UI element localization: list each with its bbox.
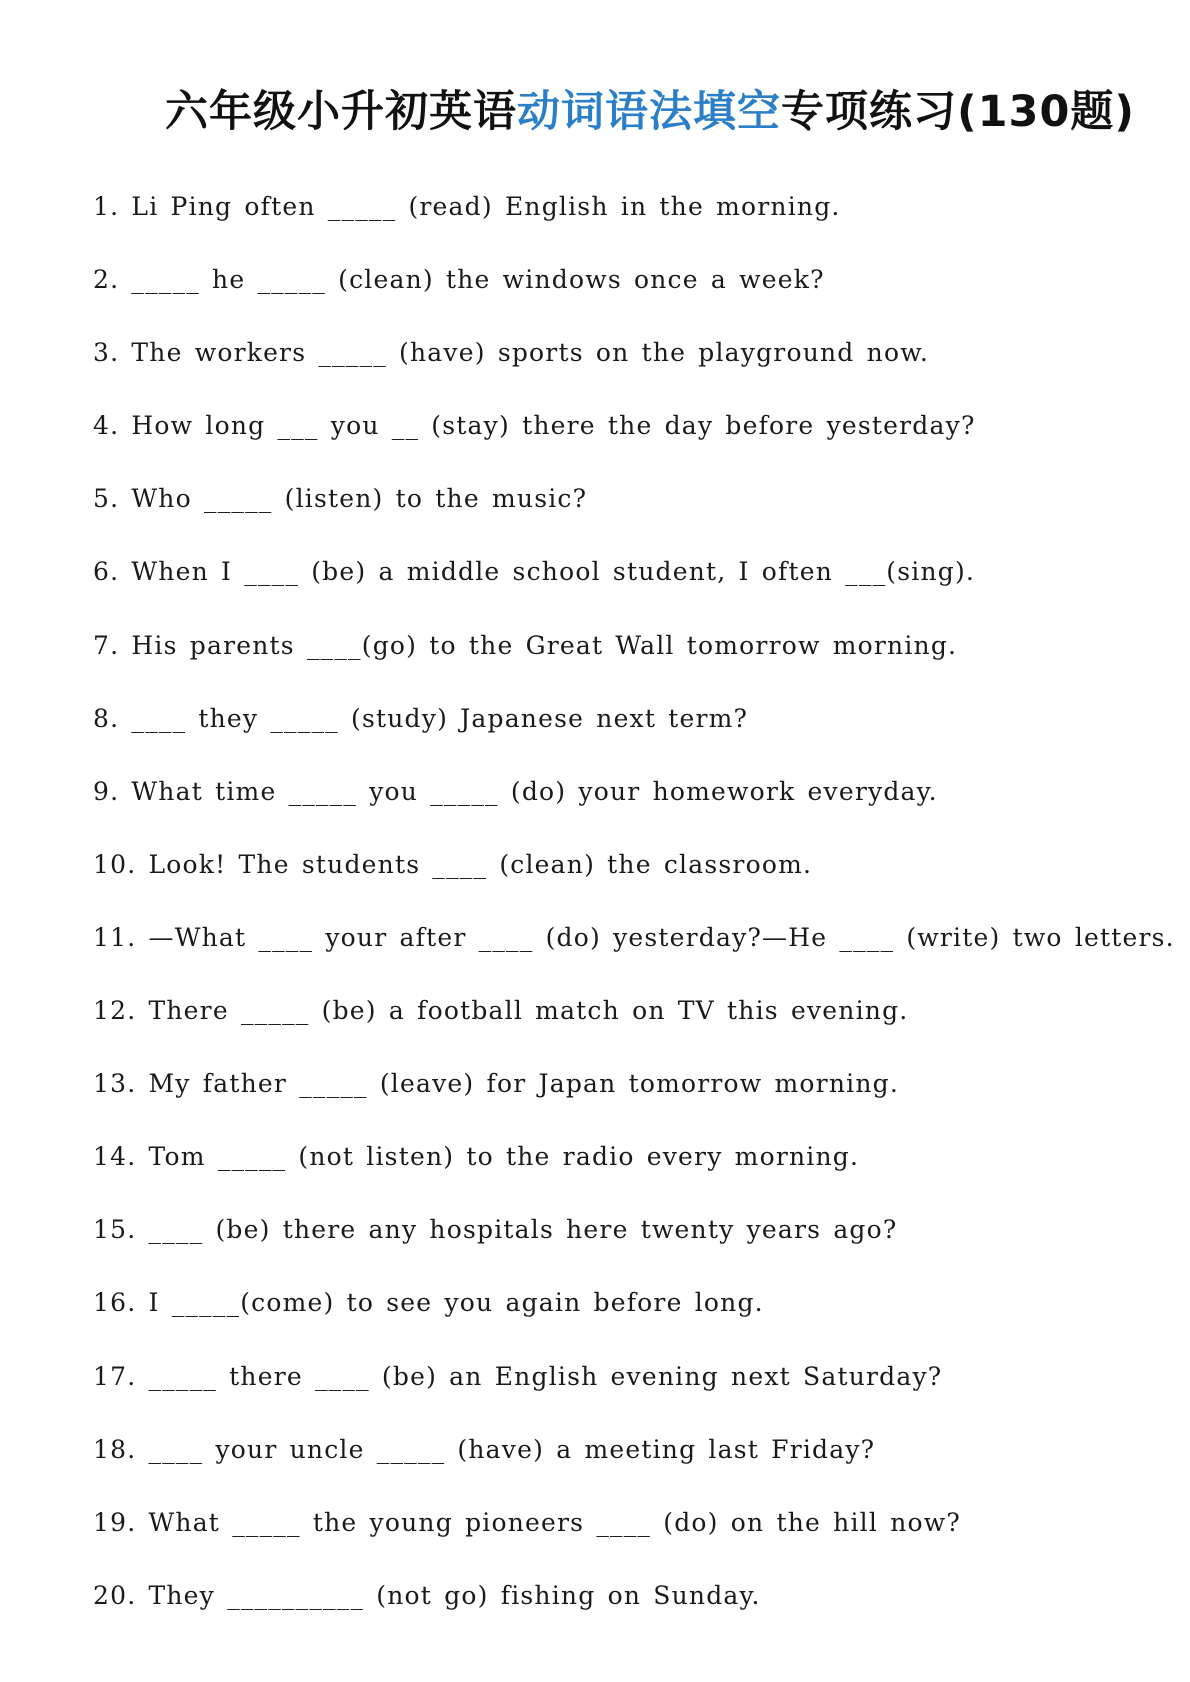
question-8: 8. ____ they _____ (study) Japanese next term? [93,703,749,733]
question-2: 2. _____ he _____ (clean) the windows once a week? [93,265,825,295]
question-19: 19. What _____ the young pioneers ____ (do) on the hill now? [93,1507,961,1537]
question-4: 4. How long ___ you __ (stay) there the day before yesterday? [93,411,976,441]
question-12: 12. There _____ (be) a football match on TV this evening. [93,996,909,1026]
question-13: 13. My father _____ (leave) for Japan tomorrow morning. [93,1069,899,1099]
question-1: 1. Li Ping often _____ (read) English in the morning. [93,192,841,221]
question-11: 11. —What ____ your after ____ (do) yesterday?—He ____ (write) two letters. [93,922,1175,952]
question-17: 17. _____ there ____ (be) an English evening next Saturday? [93,1361,943,1391]
question-16: 16. I _____(come) to see you again before long. [93,1288,764,1318]
title-prefix: 六年级小升初英语 [164,87,517,137]
question-18: 18. ____ your uncle _____ (have) a meeting last Friday? [93,1434,876,1464]
title-highlight: 动词语法填空 [516,87,781,137]
title-suffix: 专项练习(130题) [780,87,1136,137]
question-5: 5. Who _____ (listen) to the music? [93,484,588,514]
question-14: 14. Tom _____ (not listen) to the radio every morning. [93,1142,860,1172]
question-list [93,190,1173,1652]
question-3: 3. The workers _____ (have) sports on the playground now. [93,338,929,368]
question-20: 20. They __________ (not go) fishing on Sunday. [93,1580,761,1610]
question-10: 10. Look! The students ____ (clean) the classroom. [93,849,813,879]
question-6: 6. When I ____ (be) a middle school student, I often ___(sing). [93,557,976,587]
question-7: 7. His parents ____(go) to the Great Wall tomorrow morning. [93,630,958,660]
page-title [0,78,1190,139]
question-9: 9. What time _____ you _____ (do) your homework everyday. [93,776,938,806]
question-15: 15. ____ (be) there any hospitals here twenty years ago? [93,1215,898,1245]
